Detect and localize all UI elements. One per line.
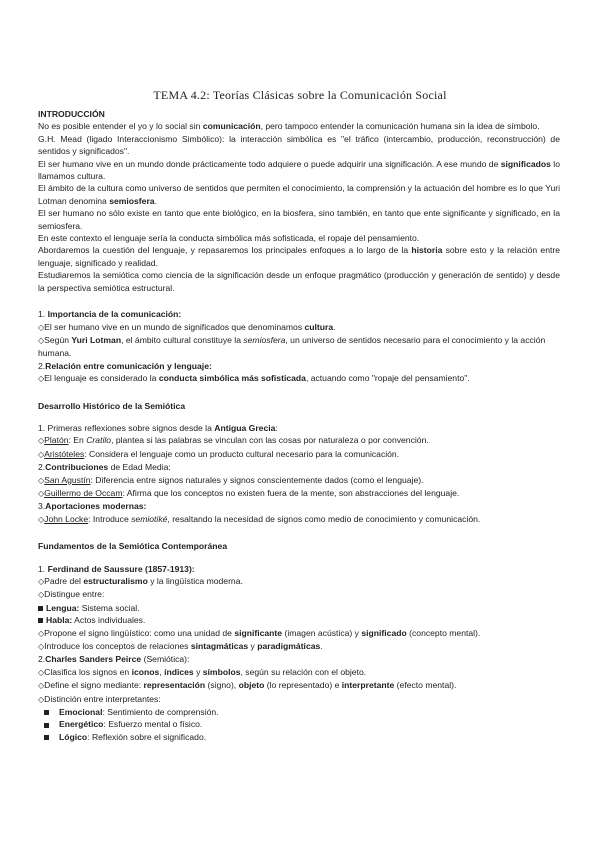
diamond-bullet-icon: ◇ [38, 681, 45, 691]
list-item: ◇Platón: En Cratilo, plantea si las palabras se vinculan con las cosas por naturaleza o por convención. [38, 435, 429, 446]
diamond-bullet-icon: ◇ [38, 475, 45, 485]
square-bullet-icon [38, 606, 43, 611]
list-item: Habla: Actos individuales. [38, 614, 560, 626]
diamond-bullet-icon: ◇ [38, 642, 45, 652]
intro-paragraph: En este contexto el lenguaje sería la conducta simbólica más sofisticada, el ropaje del pensamiento. [38, 233, 420, 244]
list-item: ◇Propone el signo lingüístico: como una unidad de significante (imagen acústica) y significado (concepto mental). [38, 627, 481, 638]
diamond-bullet-icon: ◇ [38, 514, 45, 524]
diamond-bullet-icon: ◇ [38, 667, 45, 677]
list-heading: 1. Importancia de la comunicación: [38, 309, 182, 320]
intro-paragraph: El ser humano no sólo existe en tanto que ente biológico, en la biosfera, sino también, en tanto que ente significante y significado, en la semiosfera. [38, 208, 560, 231]
fundamentos-section [38, 540, 560, 743]
section-heading: Fundamentos de la Semiótica Contemporánea [38, 541, 228, 552]
intro-paragraph: No es posible entender el yo y lo social sin comunicación, pero tampoco entender la comunicación humana sin la idea de símbolo. [38, 121, 540, 132]
list-heading: 3.Aportaciones modernas: [38, 501, 147, 512]
list-item: ◇Distinción entre interpretantes: [38, 693, 161, 704]
list-item: ◇Clasifica los signos en iconos, índices y símbolos, según su relación con el objeto. [38, 666, 367, 677]
importance-section [38, 308, 560, 385]
list-item: ◇Padre del estructuralismo y la lingüística moderna. [38, 576, 243, 586]
diamond-bullet-icon: ◇ [38, 436, 45, 446]
list-item: ◇Introduce los conceptos de relaciones sintagmáticas y paradigmáticas. [38, 641, 323, 652]
list-heading: 2.Contribuciones de Edad Media: [38, 462, 171, 473]
diamond-bullet-icon: ◇ [38, 449, 45, 459]
page-title: TEMA 4.2: Teorías Clásicas sobre la Comunicación Social [153, 88, 447, 102]
square-bullet-icon [44, 735, 49, 740]
diamond-bullet-icon: ◇ [38, 335, 45, 345]
list-item: ◇El ser humano vive en un mundo de significados que denominamos cultura. [38, 321, 336, 332]
diamond-bullet-icon: ◇ [38, 322, 45, 332]
document-body [38, 108, 560, 743]
list-heading: 1. Primeras reflexiones sobre signos desde la Antigua Grecia: [38, 422, 278, 433]
diamond-bullet-icon: ◇ [38, 577, 45, 586]
diamond-bullet-icon: ◇ [38, 374, 45, 384]
list-item: Energético: Esfuerzo mental o físico. [38, 718, 560, 730]
diamond-bullet-icon: ◇ [38, 628, 45, 638]
list-item: ◇San Agustín: Diferencia entre signos naturales y signos conscientemente dados (como el lenguaje). [38, 474, 424, 485]
list-heading: 1. Ferdinand de Saussure (1857-1913): [38, 563, 195, 574]
intro-paragraph: El ámbito de la cultura como universo de sentidos que permiten el conocimiento, la comprensión y la actuación del hombre es lo que Yuri Lotman denomina semiosfera. [38, 183, 560, 206]
list-item: Emocional: Sentimiento de comprensión. [38, 706, 560, 718]
list-item: ◇Guillermo de Occam: Afirma que los conceptos no existen fuera de la mente, son abstracciones del lenguaje. [38, 487, 460, 498]
intro-paragraph: Abordaremos la cuestión del lenguaje, y repasaremos los principales enfoques a lo largo de la historia sobre esto y la relación entre lenguaje, significado y realidad. [38, 245, 560, 268]
diamond-bullet-icon: ◇ [38, 694, 45, 704]
intro-paragraph: G.H. Mead (ligado Interaccionismo Simbólico): la interacción simbólica es "el tráfico (intercambio, producción, reconstrucción) de sentidos y significados". [38, 133, 560, 157]
list-item: ◇Distingue entre: [38, 589, 105, 600]
diamond-bullet-icon: ◇ [38, 488, 45, 498]
list-item: Lengua: Sistema social. [38, 602, 560, 614]
list-item: Lógico: Reflexión sobre el significado. [38, 731, 560, 743]
square-bullet-icon [44, 710, 49, 715]
list-item: ◇El lenguaje es considerado la conducta simbólica más sofisticada, actuando como "ropaje del pensamiento". [38, 373, 470, 384]
diamond-bullet-icon: ◇ [38, 590, 45, 600]
list-item: ◇Según Yuri Lotman, el ámbito cultural constituye la semiosfera, un universo de sentidos necesario para el conocimiento y la acción humana. [38, 334, 546, 359]
square-bullet-icon [44, 723, 49, 728]
intro-paragraph: El ser humano vive en un mundo donde prácticamente todo adquiere o puede adquirir una significación. A ese mundo de significados lo llamamos cultura. [38, 158, 560, 182]
section-heading: Desarrollo Histórico de la Semiótica [38, 400, 186, 411]
history-section [38, 400, 560, 527]
intro-heading: INTRODUCCIÓN [38, 109, 105, 119]
intro-paragraph: Estudiaremos la semiótica como ciencia de la significación desde un enfoque pragmático (producción y generación de sentido) y desde la perspectiva semiótica estructural. [38, 270, 560, 293]
list-heading: 2.Relación entre comunicación y lenguaje: [38, 360, 212, 371]
list-item: ◇John Locke: Introduce semiotiké, resaltando la necesidad de signos como medio de conocimiento y comunicación. [38, 513, 481, 524]
square-bullet-icon [38, 618, 43, 623]
list-item: ◇Define el signo mediante: representación (signo), objeto (lo representado) e interpretante (efecto mental). [38, 680, 457, 691]
list-heading: 2.Charles Sanders Peirce (Semiótica): [38, 654, 190, 665]
list-item: ◇Aristóteles: Considera el lenguaje como un producto cultural necesario para la comunicación. [38, 448, 400, 459]
